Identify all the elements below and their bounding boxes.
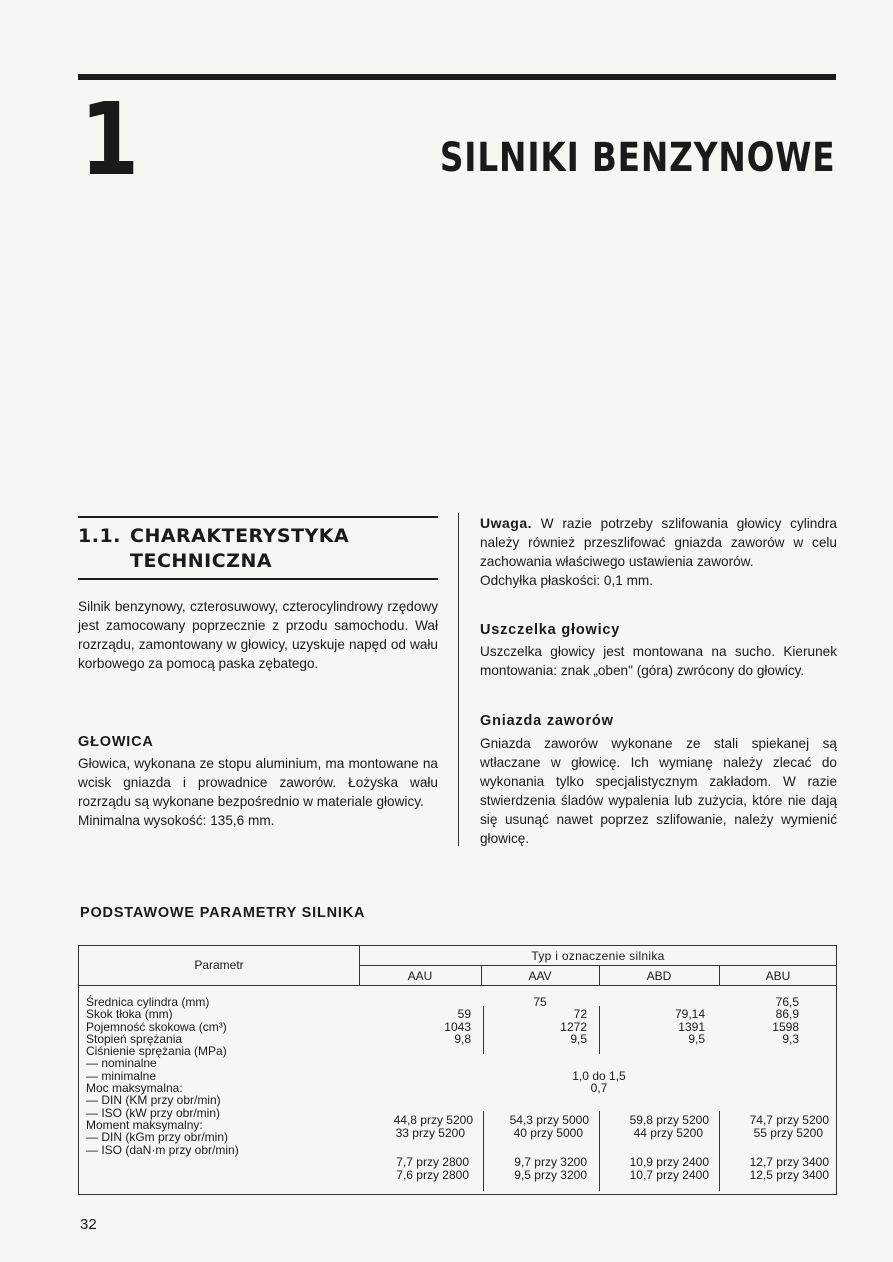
label-power-din: — DIN (KM przy obr/min) (86, 1093, 221, 1108)
param-header: Parametr (194, 958, 244, 972)
label-torque-din: — DIN (kGm przy obr/min) (86, 1130, 229, 1145)
power-din-abu: 74,7 przy 5200 (749, 1113, 829, 1127)
gniazda-paragraph: Gniazda zaworów wykonane ze stali spiekanej są wtłaczane w głowicę. Ich wymianę należy zlecać do wykonania tylko specjalistycznym zakładom. W razie stwierdzenia śladów wypalenia lub zużycia, które nie dają się usunąć nawet poprzez szlifowanie, należy wymienić głowicę. (480, 736, 837, 846)
chapter-title: SILNIKI BENZYNOWE (440, 135, 836, 181)
param-labels (86, 996, 356, 1156)
glowica-text: Głowica, wykonana ze stopu aluminium, ma montowane na wcisk gniazda i prowadnice zaworów. Łożyska wału rozrządu są wykonane bezpośrednio w materiale głowicy. (78, 756, 438, 809)
torque-din-abu: 12,7 przy 3400 (749, 1155, 829, 1169)
bore-common: 75 (533, 995, 547, 1009)
compression-abu: 9,3 (782, 1032, 799, 1046)
label-bore: Średnica cylindra (mm) (86, 995, 210, 1009)
stroke-abd: 79,14 (674, 1007, 705, 1021)
uwaga-label: Uwaga. (480, 515, 533, 531)
displacement-abd: 1391 (678, 1020, 705, 1034)
displacement-abu: 1598 (772, 1020, 799, 1034)
torque-din-aav: 9,7 przy 3200 (514, 1155, 587, 1169)
label-minimal: — minimalne (86, 1068, 157, 1083)
table-hline-header (79, 985, 837, 986)
bore-abu: 76,5 (775, 995, 799, 1009)
group-header: Typ i oznaczenie silnika (531, 949, 665, 963)
torque-iso-abd: 10,7 przy 2400 (629, 1168, 709, 1182)
power-iso-aav: 40 przy 5000 (513, 1126, 583, 1140)
torque-din-abd: 10,9 przy 2400 (629, 1155, 709, 1169)
label-max-torque: Moment maksymalny: (86, 1117, 203, 1132)
page-number: 32 (80, 1216, 97, 1233)
parameters-table (78, 945, 837, 1195)
power-din-aau: 44,8 przy 5200 (393, 1113, 473, 1127)
engine-aau: AAU (407, 969, 433, 983)
label-max-power: Moc maksymalna: (86, 1081, 183, 1096)
glowica-min-height: Minimalna wysokość: 135,6 mm. (78, 813, 275, 828)
flatness-text: Odchyłka płaskości: 0,1 mm. (480, 573, 654, 588)
section-title-line2: TECHNICZNA (130, 550, 273, 572)
table-title: PODSTAWOWE PARAMETRY SILNIKA (80, 905, 366, 921)
label-compression-pressure: Ciśnienie sprężania (MPa) (86, 1044, 227, 1059)
power-din-abd: 59,8 przy 5200 (629, 1113, 709, 1127)
label-torque-iso: — ISO (daN·m przy obr/min) (86, 1142, 239, 1157)
section-title (78, 524, 438, 574)
table-hline-group (359, 965, 837, 966)
torque-din-aau: 7,7 przy 2800 (396, 1155, 469, 1169)
torque-iso-abu: 12,5 przy 3400 (749, 1168, 829, 1182)
glowica-paragraph (78, 754, 438, 830)
displacement-aau: 1043 (444, 1020, 471, 1034)
uwaga-paragraph (480, 514, 837, 590)
label-compression-ratio: Stopień sprężania (86, 1031, 183, 1046)
displacement-aav: 1272 (560, 1020, 587, 1034)
label-nominal: — nominalne (86, 1056, 157, 1071)
uszczelka-paragraph: Uszczelka głowicy jest montowana na sucho. Kierunek montowania: znak „oben" (góra) zwrócony do głowicy. (480, 644, 837, 678)
engine-abu: ABU (765, 969, 791, 983)
compression-aav: 9,5 (570, 1032, 587, 1046)
uwaga-text: W razie potrzeby szlifowania głowicy cylindra należy również przeszlifować gniazda zaworów w celu zachowania właściwego ustawienia zaworów. (480, 516, 837, 569)
label-stroke: Skok tłoka (mm) (86, 1007, 173, 1022)
section-rule-bottom (78, 578, 438, 580)
pressure-nominal: 1,0 do 1,5 (572, 1069, 626, 1083)
power-iso-abu: 55 przy 5200 (753, 1126, 823, 1140)
torque-iso-aav: 9,5 przy 3200 (514, 1168, 587, 1182)
glowica-heading: GŁOWICA (78, 734, 154, 750)
power-iso-abd: 44 przy 5200 (633, 1126, 703, 1140)
engine-aav: AAV (528, 969, 552, 983)
section-number: 1.1. (78, 525, 121, 547)
power-din-aav: 54,3 przy 5000 (509, 1113, 589, 1127)
chapter-number: 1 (80, 81, 138, 198)
compression-aau: 9,8 (454, 1032, 471, 1046)
label-power-iso: — ISO (kW przy obr/min) (86, 1105, 221, 1120)
stroke-aau: 59 (457, 1007, 471, 1021)
chapter-top-rule (78, 74, 836, 80)
compression-abd: 9,5 (688, 1032, 705, 1046)
section-title-line1: CHARAKTERYSTYKA (130, 525, 350, 547)
uszczelka-heading: Uszczelka głowicy (480, 622, 621, 638)
stroke-aav: 72 (573, 1007, 587, 1021)
stroke-abu: 86,9 (775, 1007, 799, 1021)
power-iso-aau: 33 przy 5200 (395, 1126, 465, 1140)
section-rule-top (78, 516, 438, 518)
intro-paragraph: Silnik benzynowy, czterosuwowy, czterocylindrowy rzędowy jest zamocowany poprzecznie z przodu samochodu. Wał rozrządu, zamontowany w głowicy, uzyskuje napęd od wału korbowego za pomocą paska zębatego. (78, 599, 438, 671)
label-displacement: Pojemność skokowa (cm³) (86, 1019, 227, 1034)
engine-abd: ABD (646, 969, 672, 983)
pressure-minimal: 0,7 (590, 1081, 608, 1095)
gniazda-heading: Gniazda zaworów (480, 713, 614, 729)
column-divider (458, 513, 459, 846)
torque-iso-aau: 7,6 przy 2800 (396, 1168, 469, 1182)
